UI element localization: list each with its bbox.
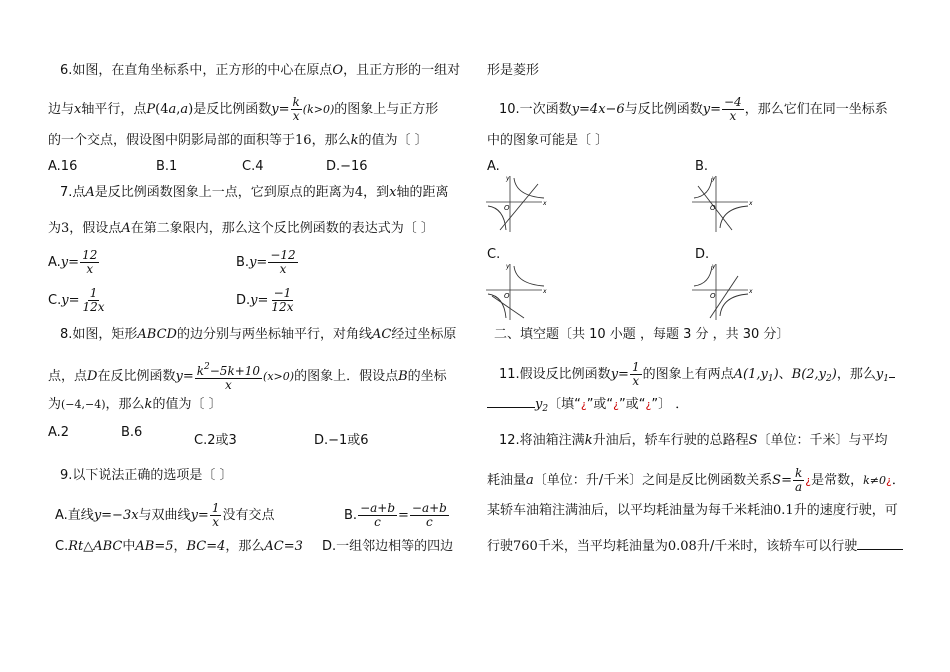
q12-line4: 行驶760千米，当平均耗油量为0.08升/千米时，该轿车可以行驶	[487, 538, 903, 556]
q11-line1: 11.假设反比例函数y= $\frac{1}{x}$ 的图象上有两点$A(1,y_1)$、$B(2,y_2)$，那么$y_1$	[499, 361, 895, 388]
q8-option-a: A.2	[48, 425, 70, 440]
q10-line2: 中的图象可能是〔 〕	[487, 133, 609, 148]
q8-option-c: C.2或3	[194, 433, 237, 448]
q9-option-d-part2: 形是菱形	[487, 63, 540, 78]
svg-text:O: O	[504, 204, 510, 212]
q6-fraction: $\frac{k}{x}$	[292, 95, 300, 123]
q10-graph-c	[486, 260, 548, 322]
q7-line2: 为3，假设点A在第二象限内，那么这个反比例函数的表达式为〔 〕	[48, 221, 434, 236]
q9-option-a: A.直线y=−3x与双曲线y= $\frac{1}{x}$ 没有交点	[55, 501, 275, 529]
q9-stem: 9.以下说法正确的选项是〔 〕	[60, 468, 233, 483]
q8-fraction: $\frac{k^2-5k+10}{x}$	[196, 362, 261, 392]
svg-text:y: y	[712, 175, 716, 182]
q10-option-b-label: B.	[695, 159, 709, 174]
q6-line3: 的一个交点，假设图中阴影局部的面积等于16，那么k的值为〔 〕	[48, 133, 428, 148]
q12-answer-blank[interactable]	[857, 549, 903, 550]
svg-text:O: O	[710, 204, 716, 212]
svg-text:x: x	[749, 288, 753, 295]
q10-option-d-label: D.	[695, 247, 710, 262]
q9-option-b: B. $\frac{-a+b}{c}$ = $\frac{-a+b}{c}$	[344, 501, 447, 529]
q12-line1: 12.将油箱注满k升油后，轿车行驶的总路程S〔单位：千米〕与平均	[499, 433, 888, 448]
q6-line1: 6.如图，在直角坐标系中，正方形的中心在原点O，且正方形的一组对	[60, 63, 461, 78]
q8-line1: 8.如图，矩形ABCD的边分别与两坐标轴平行，对角线AC经过坐标原	[60, 327, 457, 342]
q10-graph-d	[692, 260, 754, 322]
q7-option-a: A.y= $\frac{12}{x}$	[48, 248, 98, 276]
q6-option-a: A.16	[48, 159, 78, 174]
q8-line2: 点，点D在反比例函数y= $\frac{k^2-5k+10}{x}$ (x>0)的图象上．假设点B的坐标	[48, 362, 447, 392]
q10-line1: 10.一次函数y=4x−6与反比例函数y= $\frac{-4}{x}$ ，那么它们在同一坐标系	[499, 95, 888, 123]
q8-option-b: B.6	[121, 425, 143, 440]
svg-text:O: O	[504, 292, 510, 300]
q10-graph-b	[692, 172, 754, 234]
q12-line3: 某轿车油箱注满油后，以平均耗油量为每千米耗油0.1升的速度行驶，可	[487, 503, 898, 518]
q7-option-c: C.y= $\frac{1}{12x}$	[48, 286, 105, 314]
q6-option-d: D.−16	[326, 159, 368, 174]
q7-option-d: D.y= $\frac{-1}{12x}$	[236, 286, 294, 314]
svg-text:x: x	[543, 288, 547, 295]
q6-line2: 边与x轴平行，点P(4a,a)是反比例函数y= $\frac{k}{x}$ (k>0)的图象上与正方形	[48, 95, 439, 123]
svg-text:x: x	[749, 200, 753, 207]
q10-graph-a	[486, 172, 548, 234]
q7-line1: 7.点A是反比例函数图象上一点，它到原点的距离为4，到x轴的距离	[60, 185, 449, 200]
q8-option-d: D.−1或6	[314, 433, 369, 448]
section-fill-in-heading: 二、填空题〔共 10 小题 ，每题 3 分 ，共 30 分〕	[494, 327, 790, 342]
q9-option-d-part1: D.一组邻边相等的四边	[322, 539, 454, 554]
q6-option-c: C.4	[242, 159, 264, 174]
q8-line3: 为(−4,−4)，那么k的值为〔 〕	[48, 397, 222, 412]
svg-text:y: y	[506, 263, 510, 270]
svg-text:O: O	[710, 292, 716, 300]
q11-answer-blank[interactable]	[487, 407, 535, 408]
svg-text:y: y	[712, 263, 716, 270]
q10-option-a-label: A.	[487, 159, 500, 174]
q6-option-b: B.1	[156, 159, 178, 174]
svg-text:x: x	[543, 200, 547, 207]
q11-line2: $y_2$〔填“¿”或“¿”或“¿”〕 ．	[487, 396, 688, 418]
q7-option-b: B.y= $\frac{-12}{x}$	[236, 248, 296, 276]
q9-option-c: C.Rt△ABC中AB=5，BC=4，那么AC=3	[55, 539, 303, 554]
q10-option-c-label: C.	[487, 247, 501, 262]
svg-text:y: y	[506, 175, 510, 182]
q12-line2: 耗油量a〔单位：升/千米〕之间是反比例函数关系S= $\frac{k}{a}$ ¿是常数，k≠0¿．	[487, 466, 905, 494]
